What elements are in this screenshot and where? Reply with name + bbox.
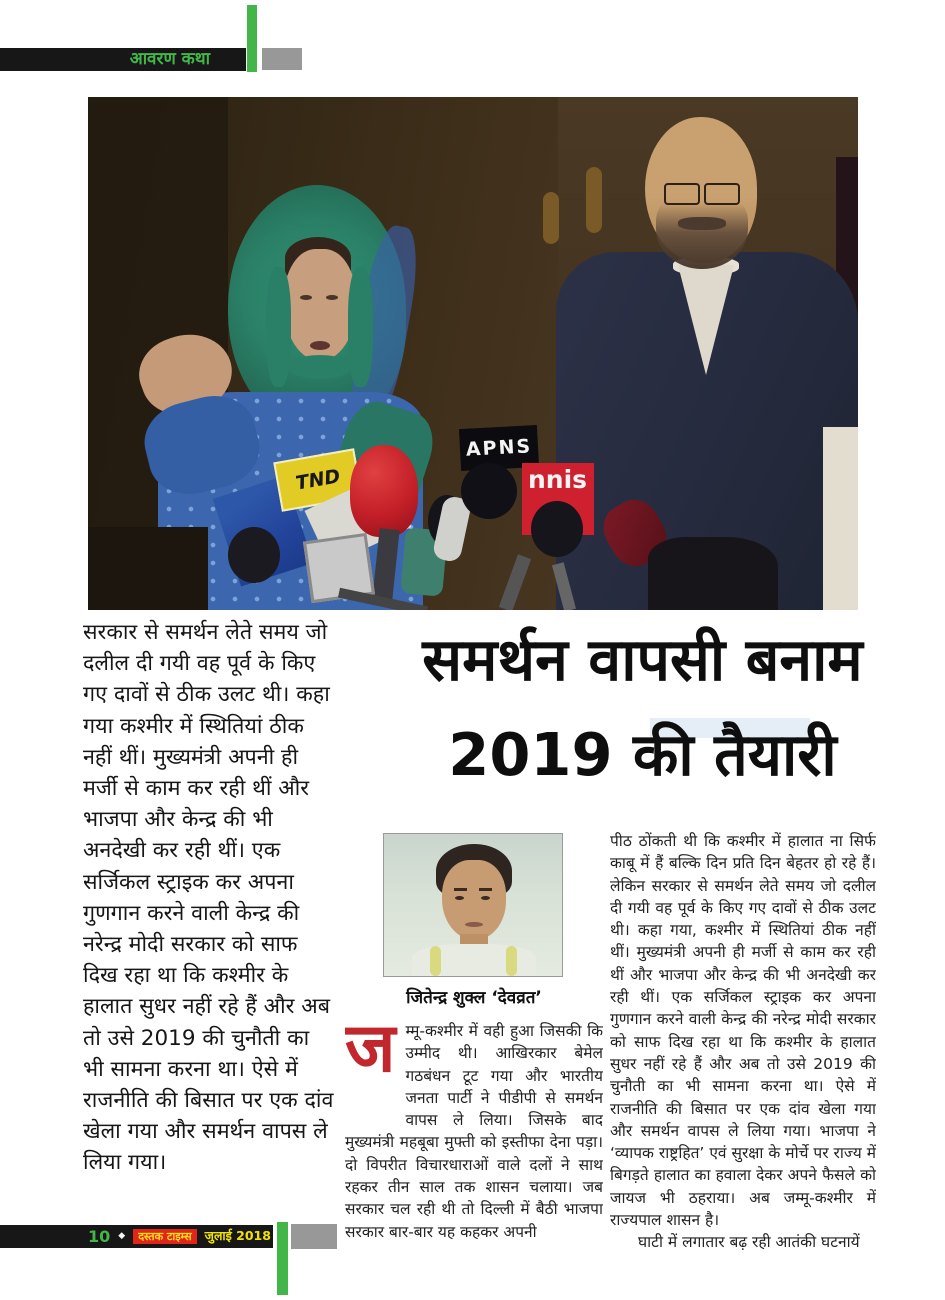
header-gray-box (262, 48, 302, 70)
microphone-black-foam (228, 527, 280, 583)
woman-eye (300, 295, 312, 300)
microphone-black-foam (531, 501, 583, 557)
magazine-logo: दस्तक टाइम्स (133, 1229, 196, 1244)
microphone-black-foam (461, 463, 517, 519)
author-eye (455, 896, 464, 900)
author-eyebrow (479, 888, 492, 891)
mic-label-nnis: nnis (528, 465, 588, 494)
issue-date: जुलाई 2018 (204, 1228, 271, 1244)
woman-scarf-side (266, 267, 291, 387)
header-green-accent-bar (247, 5, 257, 72)
wall-sconce-icon (543, 192, 559, 244)
footer-bar (0, 1225, 273, 1248)
footer-green-accent-bar (277, 1222, 288, 1295)
author-eye (481, 896, 490, 900)
headline-line1: समर्थन वापसी बनाम (422, 625, 863, 694)
footer-gray-box (291, 1224, 337, 1249)
section-header-bar (0, 48, 246, 71)
woman-scarf-side (348, 267, 373, 387)
page-number: 10 (88, 1226, 111, 1246)
microphone-cluster-right (648, 537, 778, 610)
author-eyebrow (454, 888, 467, 891)
article-column2-paragraph2: घाटी में लगातार बढ़ रही आतंकी घटनायें (638, 1233, 860, 1250)
author-garland (506, 946, 517, 976)
headline-line2: 2019 की तैयारी (448, 720, 837, 789)
diamond-separator-icon: ◆ (118, 1231, 126, 1241)
author-garland (430, 946, 441, 976)
article-column2-paragraph1: पीठ ठोंकती थी कि कश्मीर में हालात ना सिर्फ काबू में हैं बल्कि दिन प्रति दिन बेहतर हो रहे हैं। लेकिन सरकार से समर्थन लेते समय जो दलील दी गयी वह पूर्व के किए गए दावों से ठीक उलट थी। कहा गया, कश्मीर में स्थितियां ठीक नहीं थीं। मुख्यमंत्री अपनी ही मर्जी से काम कर रही थीं और भाजपा और केन्द्र की भी अनदेखी कर रही थीं। एक सर्जिकल स्ट्राइक कर अपना गुणगान करने वाली केन्द्र की नरेन्द्र मोदी सरकार को साफ दिख रहा था कि कश्मीर के हालात सुधर नहीं रहे हैं और अब तो उसे 2019 की चुनौती का भी सामना करना था। ऐसे में राजनीति की बिसात पर एक दांव खेला गया और समर्थन वापस ले लिया गया। भाजपा ने ‘व्यापक राष्ट्रहित’ एवं सुरक्षा के मोर्चे पर राज्य में बिगड़ते हालात का हवाला देकर अपने फैसले को जायज भी ठहराया। अब जम्मू-कश्मीर में राज्यपाल शासन है। (610, 832, 876, 1230)
article-column1-text: म्मू-कश्मीर में वही हुआ जिसकी कि उम्मीद थी। आखिरकार बेमेल गठबंधन टूट गया और भारतीय जनता पार्टी ने पीडीपी से समर्थन वापस ले लिया। जिसके बाद मुख्यमंत्री महबूबा मुफ्ती को इस्तीफा देना पड़ा। दो विपरीत विचारधाराओं वाले दलों ने साथ रहकर तीन साल तक शासन चलाया। जब सरकार चल रही थी तो दिल्ली में बैठी भाजपा सरकार बार-बार यह कहकर अपनी (345, 1022, 603, 1241)
microphone-stem (499, 554, 531, 610)
author-face (442, 860, 506, 940)
mic-label-tnd: TND (294, 465, 342, 495)
article-headline (340, 612, 945, 802)
mic-label-apns: APNS (465, 435, 533, 461)
article-column-1 (345, 1020, 603, 1250)
man-white-sleeve (823, 427, 858, 610)
man-mustache (678, 217, 726, 230)
press-conference-photo (88, 97, 858, 610)
section-label: आवरण कथा (129, 49, 210, 69)
woman-scarf-chin-wrap (288, 355, 352, 379)
author-portrait (383, 833, 563, 977)
author-mouth (465, 922, 483, 927)
wall-sconce-icon (586, 167, 602, 233)
woman-eye (326, 295, 338, 300)
microphone-red-windscreen (350, 445, 418, 537)
standfirst-text: सरकार से समर्थन लेते समय जो दलील दी गयी वह पूर्व के किए गए दावों से ठीक उलट थी। कहा गया कश्मीर में स्थितियां ठीक नहीं थीं। मुख्यमंत्री अपनी ही मर्जी से काम कर रही थीं और भाजपा और केन्द्र की भी अनदेखी कर रही थीं। एक सर्जिकल स्ट्राइक कर अपना गुणगान करने वाली केन्द्र की नरेन्द्र मोदी सरकार को साफ दिख रहा था कि कश्मीर के हालात सुधर नहीं रहे हैं और अब तो उसे 2019 की चुनौती का भी सामना करना था। ऐसे में राजनीति की बिसात पर एक दांव खेला गया और समर्थन वापस ले लिया गया। (83, 620, 334, 1176)
article-column-2 (610, 830, 876, 1250)
author-caption: जितेन्द्र शुक्ल ‘देवव्रत’ (406, 988, 542, 1008)
photo-bottom-left-shadow (88, 527, 208, 610)
woman-mouth (310, 341, 330, 350)
drop-cap: ज (345, 1020, 396, 1088)
